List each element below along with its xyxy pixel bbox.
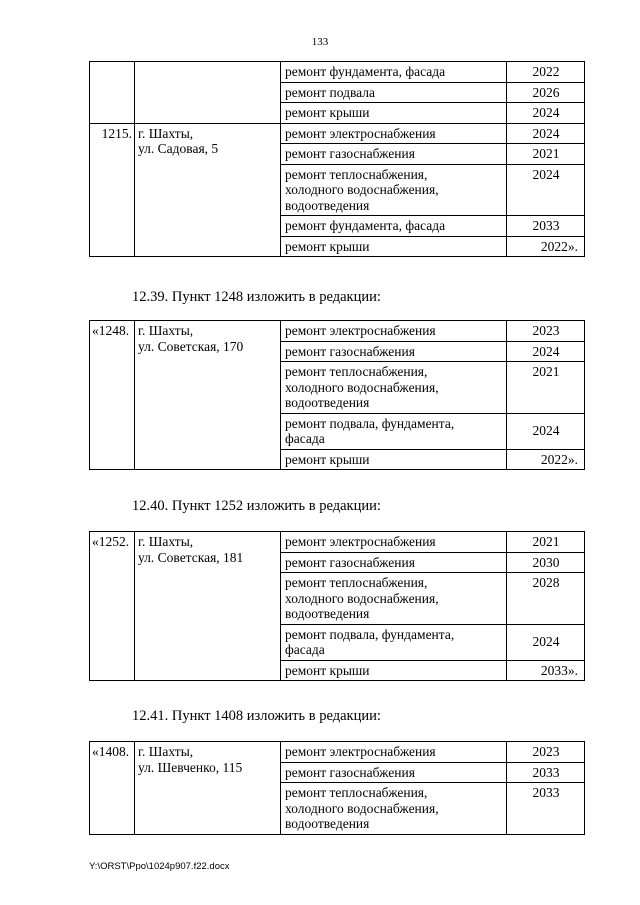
year-cell: 2033 — [507, 783, 585, 835]
year-cell: 2023 — [507, 742, 585, 763]
year-cell: 2033». — [507, 660, 585, 681]
work-cell: ремонт газоснабжения — [281, 762, 507, 783]
paragraph-12-40: 12.40. Пункт 1252 изложить в редакции: — [132, 498, 381, 514]
work-cell: ремонт подвала — [281, 82, 507, 103]
table-row — [90, 532, 585, 553]
item-number-cell: «1408. — [90, 742, 135, 835]
work-cell: ремонт фундамента, фасада — [281, 62, 507, 83]
file-path-footer: Y:\ORST\Ppo\1024p907.f22.docx — [89, 861, 230, 872]
work-cell: ремонт электроснабжения — [281, 123, 507, 144]
work-cell: ремонт крыши — [281, 449, 507, 470]
year-cell: 2024 — [507, 164, 585, 216]
year-cell: 2022». — [507, 236, 585, 257]
address-cell — [135, 123, 281, 257]
year-cell: 2024 — [507, 413, 585, 449]
year-cell: 2024 — [507, 341, 585, 362]
paragraph-12-39: 12.39. Пункт 1248 изложить в редакции: — [132, 289, 381, 305]
work-cell: ремонт электроснабжения — [281, 742, 507, 763]
work-cell: ремонт газоснабжения — [281, 341, 507, 362]
work-cell: ремонт электроснабжения — [281, 321, 507, 342]
year-cell: 2028 — [507, 573, 585, 625]
item-number-cell: «1248. — [90, 321, 135, 470]
address-cell — [135, 321, 281, 470]
repair-table-1215 — [89, 61, 585, 257]
year-cell: 2024 — [507, 123, 585, 144]
year-cell: 2021 — [507, 362, 585, 414]
work-cell: ремонт теплоснабжения, холодного водоснабжения, водоотведения — [281, 573, 507, 625]
item-number-cell — [90, 62, 135, 124]
page-number: 133 — [311, 36, 329, 48]
address-cell — [135, 532, 281, 681]
year-cell: 2022 — [507, 62, 585, 83]
address-street: ул. Советская, 181 — [138, 549, 244, 565]
paragraph-12-41: 12.41. Пункт 1408 изложить в редакции: — [132, 708, 381, 724]
table-row — [90, 123, 585, 144]
year-cell: 2033 — [507, 216, 585, 237]
year-cell: 2024 — [507, 624, 585, 660]
year-cell: 2026 — [507, 82, 585, 103]
year-cell: 2033 — [507, 762, 585, 783]
year-cell: 2021 — [507, 532, 585, 553]
work-cell: ремонт крыши — [281, 660, 507, 681]
address-cell — [135, 742, 281, 835]
year-cell: 2024 — [507, 103, 585, 124]
work-cell: ремонт подвала, фундамента, фасада — [281, 624, 507, 660]
work-cell: ремонт фундамента, фасада — [281, 216, 507, 237]
repair-table-1252 — [89, 531, 585, 681]
work-cell: ремонт газоснабжения — [281, 144, 507, 165]
work-cell: ремонт теплоснабжения, холодного водоснабжения, водоотведения — [281, 164, 507, 216]
year-cell: 2022». — [507, 449, 585, 470]
repair-table-1408 — [89, 741, 585, 835]
address-city: г. Шахты, — [138, 125, 194, 141]
item-number-cell: «1252. — [90, 532, 135, 681]
work-cell: ремонт подвала, фундамента, фасада — [281, 413, 507, 449]
year-cell: 2030 — [507, 552, 585, 573]
work-cell: ремонт электроснабжения — [281, 532, 507, 553]
item-number-cell: 1215. — [90, 123, 135, 257]
year-cell: 2021 — [507, 144, 585, 165]
work-cell: ремонт теплоснабжения, холодного водоснабжения, водоотведения — [281, 362, 507, 414]
address-city: г. Шахты, — [138, 744, 194, 759]
repair-table-1248 — [89, 320, 585, 470]
work-cell: ремонт крыши — [281, 236, 507, 257]
work-cell: ремонт крыши — [281, 103, 507, 124]
address-city: г. Шахты, — [138, 534, 194, 549]
table-row — [90, 742, 585, 763]
year-cell: 2023 — [507, 321, 585, 342]
address-street: ул. Садовая, 5 — [138, 141, 219, 156]
work-cell: ремонт газоснабжения — [281, 552, 507, 573]
work-cell: ремонт теплоснабжения, холодного водоснабжения, водоотведения — [281, 783, 507, 835]
address-city: г. Шахты, — [138, 323, 194, 338]
address-street: ул. Советская, 170 — [138, 338, 244, 354]
address-cell — [135, 62, 281, 124]
address-street: ул. Шевченко, 115 — [138, 759, 243, 775]
table-row — [90, 62, 585, 83]
table-row — [90, 321, 585, 342]
